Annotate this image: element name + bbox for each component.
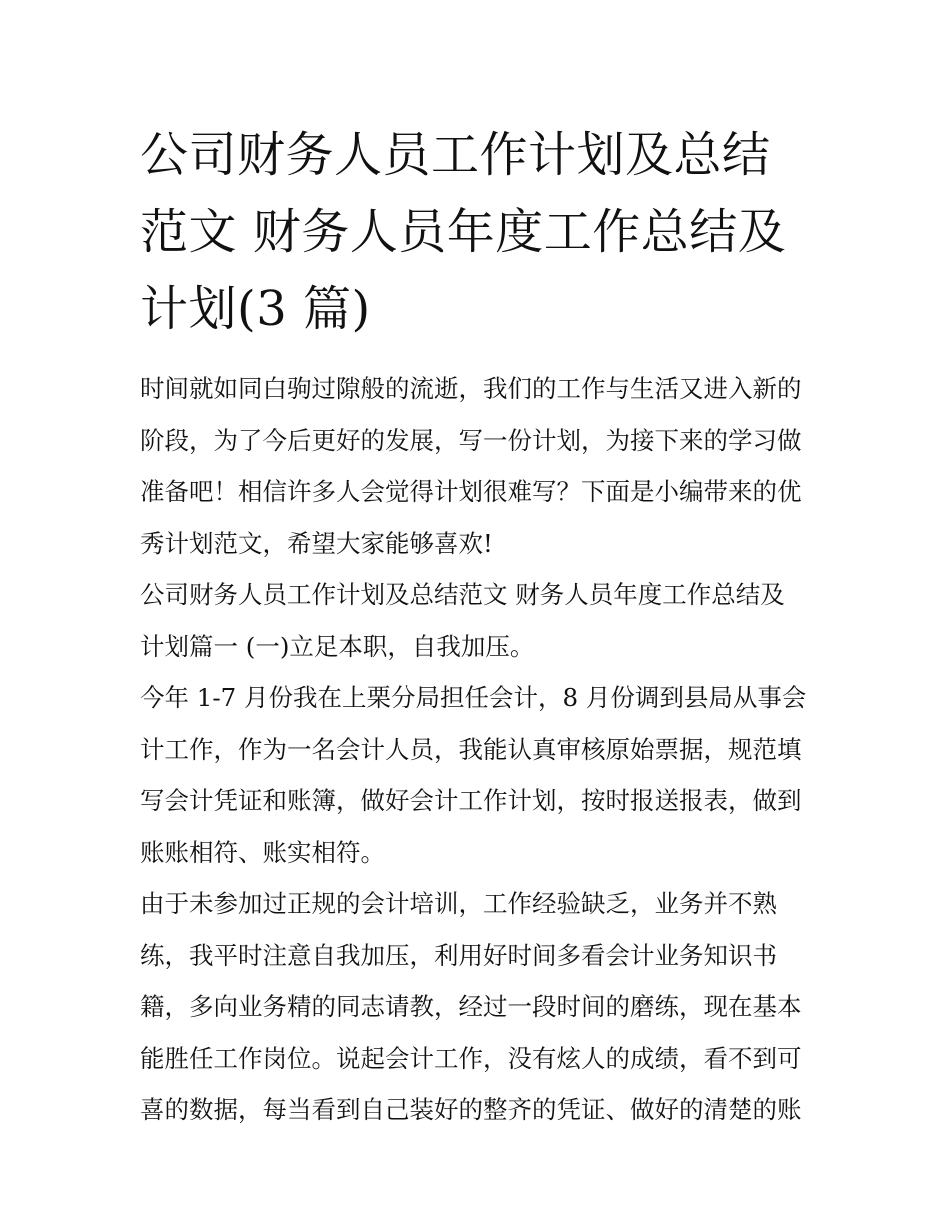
body-paragraph: 由于未参加过正规的会计培训，工作经验缺乏，业务并不熟 练，我平时注意自我加压，利用好时间多看会计业务知识书 籍，多向业务精的同志请教，经过一段时间的磨练，现在基本 能胜任工作岗位。说起会计工作，没有炫人的成绩，看不到可 喜的数据，每当看到自己装好的整齐的凭证、做好的清楚的账	[140, 889, 802, 1124]
body-paragraph: 今年 1-7 月份我在上栗分局担任会计，8 月份调到县局从事会 计工作，作为一名会计人员，我能认真审核原始票据，规范填 写会计凭证和账簿，做好会计工作计划，按时报送报表，做到 账账相符、账实相符。	[140, 683, 807, 867]
document-page	[140, 0, 820, 1136]
intro-paragraph: 时间就如同白驹过隙般的流逝，我们的工作与生活又进入新的 阶段，为了今后更好的发展，写一份计划，为接下来的学习做 准备吧！相信许多人会觉得计划很难写？下面是小编带来的优 秀计划范文，希望大家能够喜欢!	[140, 374, 802, 558]
section-heading-paragraph: 公司财务人员工作计划及总结范文 财务人员年度工作总结及 计划篇一 (一)立足本职，自我加压。	[140, 580, 785, 661]
document-title: 公司财务人员工作计划及总结 范文 财务人员年度工作总结及 计划(3 篇)	[140, 127, 787, 337]
